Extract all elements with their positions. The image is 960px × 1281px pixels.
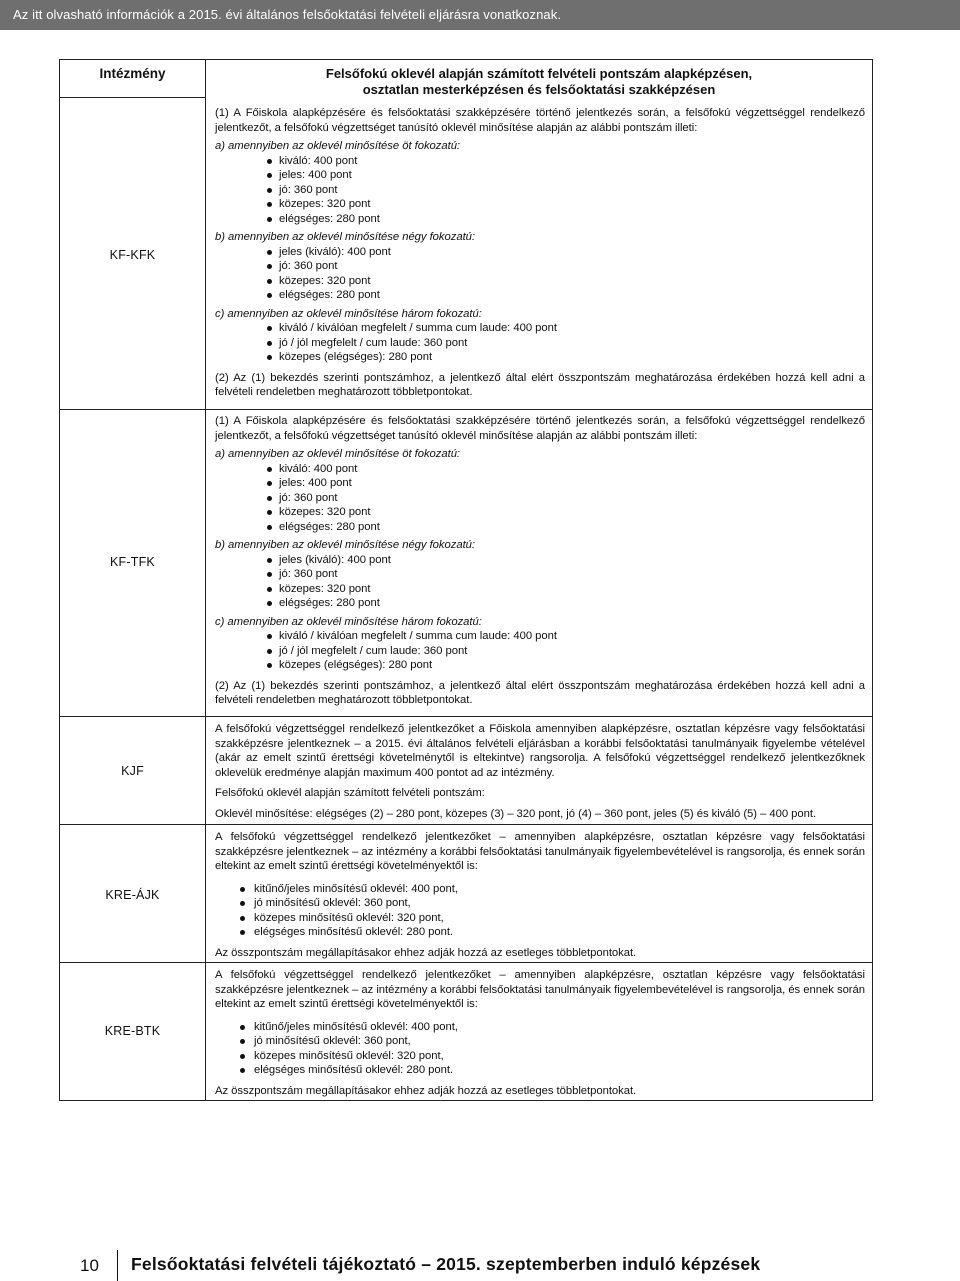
institution-code-kftfk: KF-TFK	[110, 555, 155, 569]
institution-code-kreajk: KRE-ÁJK	[105, 888, 160, 902]
list-heading: b) amennyiben az oklevél minősítése négy fokozatú:	[215, 539, 475, 551]
list-item: elégséges: 280 pont	[267, 212, 865, 227]
paragraph: A felsőfokú végzettséggel rendelkező jelentkezőket a Főiskola amennyiben alapképzésre, osztatlan képzésre vagy felsőoktatási szakképzésre jelentkeznek – a 2015. évi általános felvételi eljárásban a korábbi felsőoktatási tanulmányaik figyelembe vételével (akár az emelt szintű érettségi követelménytől is eltekintve) rangsorolja. A felsőfokú végzettséggel rendelkező jelentkezőknek oklevelük eredménye alapján maximum 400 pontot ad az intézmény.	[215, 723, 865, 779]
paragraph: Az összpontszám megállapításakor ehhez adják hozzá az esetleges többletpontokat.	[215, 946, 637, 959]
institution-code-kfkfk: KF-KFK	[109, 248, 156, 262]
paragraph: A felsőfokú végzettséggel rendelkező jelentkezőket – amennyiben alapképzésre, osztatlan képzésre vagy felsőoktatási szakképzésre jelentkeznek – az intézmény a korábbi felsőoktatási tanulmányaik figyelembevételével is rangsorolja, és ennek során eltekint az emelt szintű érettségi követelményektől is:	[215, 969, 865, 1010]
institution-code-kjf: KJF	[121, 764, 144, 778]
top-info-bar: Az itt olvasható információk a 2015. évi általános felsőoktatási felvételi eljárásra vonatkoznak.	[0, 0, 960, 30]
list-item: közepes: 320 pont	[267, 197, 865, 212]
grade-list	[267, 629, 865, 673]
row-divider	[60, 716, 872, 717]
list-item: jó minősítésű oklevél: 360 pont,	[240, 1034, 865, 1049]
row-divider	[60, 962, 872, 963]
list-item: kiváló: 400 pont	[267, 154, 865, 169]
list-item: közepes (elégséges): 280 pont	[267, 658, 865, 673]
list-item: kitűnő/jeles minősítésű oklevél: 400 pont,	[240, 882, 865, 897]
list-item: elégséges minősítésű oklevél: 280 pont.	[240, 925, 865, 940]
list-item: jó minősítésű oklevél: 360 pont,	[240, 896, 865, 911]
list-item: kitűnő/jeles minősítésű oklevél: 400 pont,	[240, 1020, 865, 1035]
header-institution: Intézmény	[99, 66, 166, 81]
list-item: jó: 360 pont	[267, 259, 865, 274]
grade-list	[267, 245, 865, 303]
list-item: jó / jól megfelelt / cum laude: 360 pont	[267, 336, 865, 351]
paragraph: Az összpontszám megállapításakor ehhez adják hozzá az esetleges többletpontokat.	[215, 1084, 637, 1097]
list-heading: b) amennyiben az oklevél minősítése négy fokozatú:	[215, 231, 475, 243]
list-heading: a) amennyiben az oklevél minősítése öt fokozatú:	[215, 448, 461, 460]
list-item: elégséges: 280 pont	[267, 596, 865, 611]
list-heading: c) amennyiben az oklevél minősítése három fokozatú:	[215, 307, 482, 320]
grade-list	[240, 882, 865, 940]
list-item: közepes: 320 pont	[267, 274, 865, 289]
page-number: 10	[80, 1256, 99, 1275]
list-item: jeles (kiváló): 400 pont	[267, 553, 865, 568]
list-item: közepes: 320 pont	[267, 505, 865, 520]
paragraph: Felsőfokú oklevél alapján számított felvételi pontszám:	[215, 787, 485, 799]
row-divider	[60, 824, 872, 825]
paragraph: (2) Az (1) bekezdés szerinti pontszámhoz, a jelentkező által elért összpontszám meghatározása érdekében hozzá kell adni a felvételi rendeletben meghatározott többletpontokat.	[215, 371, 865, 398]
list-item: közepes (elégséges): 280 pont	[267, 350, 865, 365]
header-line-2: osztatlan mesterképzésen és felsőoktatási szakképzésen	[362, 81, 716, 97]
list-item: jó: 360 pont	[267, 567, 865, 582]
row-content-kreajk	[215, 830, 865, 960]
list-heading: a) amennyiben az oklevél minősítése öt fokozatú:	[215, 140, 461, 152]
paragraph: Oklevél minősítése: elégséges (2) – 280 pont, közepes (3) – 320 pont, jó (4) – 360 pont, jeles (5) és kiváló (5) – 400 pont.	[215, 807, 817, 820]
grade-list	[267, 553, 865, 611]
paragraph: (1) A Főiskola alapképzésére és felsőoktatási szakképzésére történő jelentkezés során, a felsőfokú végzettséggel rendelkező jelentkezőt, a felsőfokú végzettséget tanúsító oklevél minősítése alapján az alábbi pontszám illeti:	[215, 107, 865, 134]
paragraph: A felsőfokú végzettséggel rendelkező jelentkezőket – amennyiben alapképzésre, osztatlan képzésre vagy felsőoktatási szakképzésre jelentkeznek – az intézmény a korábbi felsőoktatási tanulmányaik figyelembevételével is rangsorolja, és ennek során eltekint az emelt szintű érettségi követelményektől is:	[215, 831, 865, 872]
list-item: elégséges: 280 pont	[267, 288, 865, 303]
list-item: jó: 360 pont	[267, 183, 865, 198]
list-item: közepes minősítésű oklevél: 320 pont,	[240, 911, 865, 926]
paragraph: (2) Az (1) bekezdés szerinti pontszámhoz, a jelentkező által elért összpontszám meghatározása érdekében hozzá kell adni a felvételi rendeletben meghatározott többletpontokat.	[215, 679, 865, 706]
list-item: jeles (kiváló): 400 pont	[267, 245, 865, 260]
grade-list	[267, 154, 865, 227]
list-item: jeles: 400 pont	[267, 168, 865, 183]
grade-list	[267, 321, 865, 365]
header-line-1: Felsőfokú oklevél alapján számított felvételi pontszám alapképzésen,	[325, 66, 753, 81]
row-content-krebtk	[215, 968, 865, 1098]
list-item: jeles: 400 pont	[267, 476, 865, 491]
header-description	[206, 66, 872, 97]
list-item: kiváló / kiválóan megfelelt / summa cum laude: 400 pont	[267, 321, 865, 336]
footer-divider	[117, 1250, 118, 1281]
row-content-kfkfk	[215, 106, 865, 400]
list-item: kiváló: 400 pont	[267, 462, 865, 477]
column-divider	[205, 60, 206, 1100]
list-item: jó: 360 pont	[267, 491, 865, 506]
paragraph: (1) A Főiskola alapképzésére és felsőoktatási szakképzésére történő jelentkezés során, a felsőfokú végzettséggel rendelkező jelentkezőt, a felsőfokú végzettséget tanúsító oklevél minősítése alapján az alábbi pontszám illeti:	[215, 415, 865, 442]
grade-list	[267, 462, 865, 535]
row-divider	[60, 409, 872, 410]
list-item: közepes: 320 pont	[267, 582, 865, 597]
list-item: közepes minősítésű oklevél: 320 pont,	[240, 1049, 865, 1064]
row-content-kjf	[215, 722, 865, 821]
row-content-kftfk	[215, 414, 865, 708]
list-item: jó / jól megfelelt / cum laude: 360 pont	[267, 644, 865, 659]
list-item: elégséges minősítésű oklevél: 280 pont.	[240, 1063, 865, 1078]
list-heading: c) amennyiben az oklevél minősítése három fokozatú:	[215, 615, 482, 628]
grade-list	[240, 1020, 865, 1078]
list-item: kiváló / kiválóan megfelelt / summa cum laude: 400 pont	[267, 629, 865, 644]
header-divider-left	[60, 97, 206, 98]
footer-title: Felsőoktatási felvételi tájékoztató – 2015. szeptemberben induló képzések	[131, 1254, 761, 1274]
institution-code-krebtk: KRE-BTK	[104, 1024, 161, 1038]
scoring-table	[59, 59, 873, 1101]
list-item: elégséges: 280 pont	[267, 520, 865, 535]
